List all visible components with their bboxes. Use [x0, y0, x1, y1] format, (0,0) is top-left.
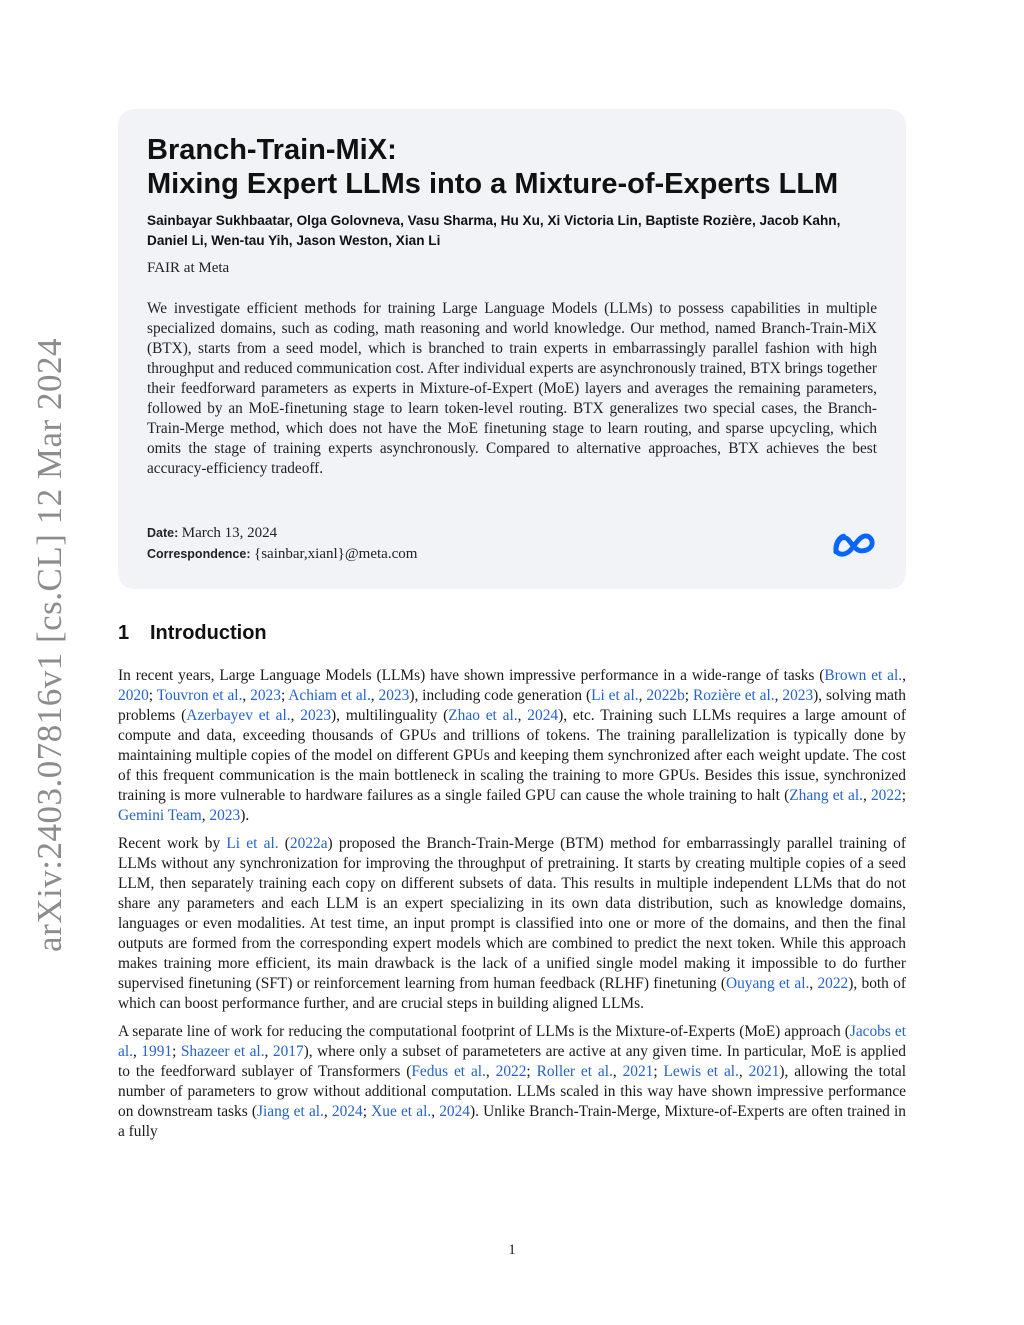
citation-link[interactable]: 2022b: [646, 687, 685, 704]
paragraph-text: ,: [774, 687, 783, 704]
citation-link[interactable]: Rozière et al.: [692, 687, 775, 704]
paper-title: [147, 133, 877, 201]
author-name: Hu Xu: [500, 213, 540, 228]
section-title: Introduction: [150, 622, 267, 644]
date-value: March 13, 2024: [181, 525, 278, 541]
author-name: Wen-tau Yih: [211, 233, 289, 248]
author-name: Xi Victoria Lin: [547, 213, 638, 228]
paragraph-text: ;: [280, 687, 289, 704]
citation-link[interactable]: 1991: [141, 1043, 173, 1060]
paragraph-text: ;: [148, 687, 157, 704]
paragraph-text: In recent years, Large Language Models (LLMs) have shown impressive performance in a wide-range of tasks (: [118, 667, 825, 684]
citation-link[interactable]: Brown et al.: [824, 667, 903, 684]
paragraph-text: ,: [902, 667, 906, 684]
paragraph-text: ,: [517, 707, 528, 724]
citation-link[interactable]: Xue et al.: [371, 1103, 432, 1120]
citation-link[interactable]: Li et al.: [591, 687, 639, 704]
citation-link[interactable]: Shazeer et al.: [180, 1043, 265, 1060]
citation-link[interactable]: 2023: [209, 807, 241, 824]
author-name: Sainbayar Sukhbaatar: [147, 213, 290, 228]
author-name: Xian Li: [395, 233, 441, 248]
author-name: Jacob Kahn: [759, 213, 837, 228]
paragraph-text: ), multilinguality (: [331, 707, 449, 724]
title-line-2: Mixing Expert LLMs into a Mixture-of-Experts LLM: [147, 168, 839, 200]
citation-link[interactable]: Touvron et al.: [156, 687, 243, 704]
citation-link[interactable]: 2023: [250, 687, 281, 704]
paragraph: [118, 666, 906, 826]
citation-link[interactable]: Gemini Team: [118, 807, 202, 824]
paragraph-text: (: [278, 835, 290, 852]
introduction-body: [118, 666, 906, 1150]
author-name: Daniel Li: [147, 233, 204, 248]
citation-link[interactable]: 2017: [272, 1043, 304, 1060]
citation-link[interactable]: Roller et al.: [536, 1063, 613, 1080]
paragraph-text: ,: [264, 1043, 273, 1060]
paragraph-text: ), both of which can boost performance further, and are crucial steps in building aligned LLMs.: [118, 975, 906, 1012]
paragraph-text: A separate line of work for reducing the computational footprint of LLMs is the Mixture-of-Experts (MoE) approach (: [118, 1023, 850, 1040]
citation-link[interactable]: 2024: [527, 707, 559, 724]
section-number: 1: [118, 622, 130, 644]
paragraph-text: ), etc. Training such LLMs requires a large amount of compute and data, exceeding thousands of GPUs and trillions of tokens. The training parallelization is typically done by maintaining multiple copies of the model on different GPUs and keeping them synchronized after each weight update. The cost of this frequent communication is the main bottleneck in scaling the training to more GPUs. Besides this issue, synchronized training is more vulnerable to hardware failures as a single failed GPU can cause the whole training to halt (: [118, 707, 906, 804]
author-name: Baptiste Rozière: [645, 213, 752, 228]
paragraph: [118, 1022, 906, 1142]
citation-link[interactable]: 2024: [439, 1103, 470, 1120]
citation-link[interactable]: 2020: [118, 687, 149, 704]
author-name: Jason Weston: [296, 233, 389, 248]
citation-link[interactable]: Azerbayev et al.: [186, 707, 291, 724]
paragraph-text: ;: [901, 787, 907, 804]
paragraph-text: ), including code generation (: [409, 687, 592, 704]
paragraph-text: ,: [638, 687, 647, 704]
paragraph-text: ) proposed the Branch-Train-Merge (BTM) method for embarrassingly parallel training of LLMs without any synchronization for improving the throughput of pretraining. It starts by creating multiple copies of a seed LLM, then separately training each copy on different subsets of data. This results in multiple independent LLMs that do not share any parameters and each LLM is an expert specializing in its own data distribution, such as knowledge domains, languages or even modalities. At test time, an input prompt is classified into one or more of the domains, and then the final outputs are formed from the corresponding expert models which are combined to predict the next token. While this approach makes training more efficient, its main drawback is the lack of a unified single model making it impossible to do further supervised finetuning (SFT) or reinforcement learning from human feedback (RLHF) finetuning (: [118, 835, 906, 992]
affiliation: FAIR at Meta: [147, 260, 230, 276]
correspondence-email[interactable]: {sainbar,xianl}@meta.com: [254, 546, 418, 562]
citation-link[interactable]: 2022: [817, 975, 849, 992]
abstract: We investigate efficient methods for training Large Language Models (LLMs) to possess capabilities in multiple specialized domains, such as coding, math reasoning and world knowledge. Our method, named Branch-Train-MiX (BTX), starts from a seed model, which is branched to train experts in embarrassingly parallel fashion with high throughput and reduced communication cost. After individual experts are asynchronously trained, BTX brings together their feedforward parameters as experts in Mixture-of-Expert (MoE) layers and averages the remaining parameters, followed by an MoE-finetuning stage to learn token-level routing. BTX generalizes two special cases, the Branch-Train-Merge method, which does not have the MoE finetuning stage to learn routing, and sparse upcycling, which omits the stage of training experts asynchronously. Compared to alternative approaches, BTX achieves the best accuracy-efficiency tradeoff.: [147, 300, 877, 477]
paragraph-text: ;: [526, 1063, 537, 1080]
date-label: Date:: [147, 526, 179, 540]
citation-link[interactable]: Zhang et al.: [789, 787, 863, 804]
author-list: Sainbayar Sukhbaatar, Olga Golovneva, Vasu Sharma, Hu Xu, Xi Victoria Lin, Baptiste Rozière, Jacob Kahn, Daniel Li, Wen-tau Yih, Jason Weston, Xian Li: [147, 213, 841, 248]
citation-link[interactable]: 2021: [622, 1063, 654, 1080]
paragraph-text: ), where only a subset of parameteters are active at any given time. In particular, MoE is applied to the feedforward sublayer of Transformers (: [118, 1043, 906, 1080]
citation-link[interactable]: Fedus et al.: [411, 1063, 486, 1080]
citation-link[interactable]: Ouyang et al.: [725, 975, 810, 992]
paragraph-text: ,: [738, 1063, 749, 1080]
paragraph-text: ,: [809, 975, 818, 992]
paragraph-text: ,: [612, 1063, 623, 1080]
citation-link[interactable]: Achiam et al.: [288, 687, 371, 704]
citation-link[interactable]: 2022: [870, 787, 902, 804]
paragraph-text: ,: [290, 707, 301, 724]
paragraph-text: ;: [684, 687, 693, 704]
paragraph-text: ,: [242, 687, 251, 704]
citation-link[interactable]: 2023: [782, 687, 814, 704]
citation-link[interactable]: 2023: [378, 687, 410, 704]
paragraph-text: ,: [485, 1063, 496, 1080]
citation-link[interactable]: Lewis et al.: [663, 1063, 739, 1080]
paragraph: [118, 834, 906, 1014]
correspondence-label: Correspondence:: [147, 547, 251, 561]
citation-link[interactable]: Jacobs et al.: [118, 1023, 906, 1060]
title-line-1: Branch-Train-MiX:: [147, 134, 397, 166]
citation-link[interactable]: Jiang et al.: [257, 1103, 324, 1120]
paragraph-text: ;: [653, 1063, 664, 1080]
citation-link[interactable]: 2024: [331, 1103, 363, 1120]
author-name: Olga Golovneva: [296, 213, 401, 228]
meta-logo-icon: [830, 527, 879, 561]
section-heading: [118, 622, 267, 645]
citation-link[interactable]: 2022a: [289, 835, 328, 852]
paragraph-text: ,: [201, 807, 210, 824]
citation-link[interactable]: 2021: [748, 1063, 780, 1080]
paragraph-text: ,: [132, 1043, 142, 1060]
paragraph-text: ,: [862, 787, 871, 804]
date-row: [147, 523, 417, 544]
paper-header-card: [118, 109, 906, 589]
paragraph-text: ;: [362, 1103, 372, 1120]
paragraph-text: Recent work by: [118, 835, 227, 852]
correspondence-row: [147, 544, 417, 565]
paragraph-text: ;: [172, 1043, 181, 1060]
paragraph-text: ,: [323, 1103, 332, 1120]
paragraph-text: ,: [370, 687, 379, 704]
paper-meta: [147, 523, 417, 565]
author-name: Vasu Sharma: [407, 213, 494, 228]
paragraph-text: ).: [240, 807, 250, 824]
page-number: 1: [508, 1242, 516, 1258]
paragraph-text: ). Unlike Branch-Train-Merge, Mixture-of-Experts are often trained in a fully: [118, 1103, 906, 1140]
citation-link[interactable]: 2023: [300, 707, 332, 724]
paragraph-text: ,: [431, 1103, 440, 1120]
citation-link[interactable]: 2022: [495, 1063, 527, 1080]
paragraph-text: ), allowing the total number of parameters to grow without additional computation. LLMs scaled in this way have shown impressive performance on downstream tasks (: [118, 1063, 907, 1120]
citation-link[interactable]: Li et al.: [226, 835, 279, 852]
paragraph-text: ), solving math problems (: [118, 687, 906, 724]
arxiv-identifier: arXiv:2403.07816v1 [cs.CL] 12 Mar 2024: [30, 338, 69, 952]
citation-link[interactable]: Zhao et al.: [448, 707, 518, 724]
